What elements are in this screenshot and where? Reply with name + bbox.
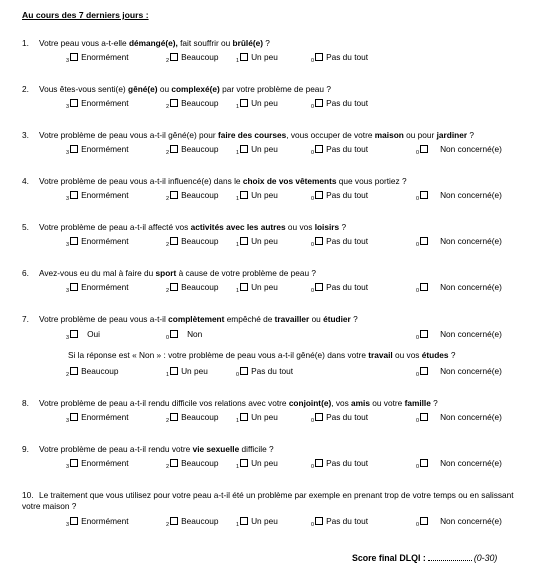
question-3: 3. Votre problème de peau vous a-t-il gêné(e) pour faire des courses, vous occuper de votre maison ou pour jardiner ? [22, 130, 474, 140]
checkbox-icon [70, 459, 78, 467]
option-un-peu[interactable]: $_1$ Un peu [236, 458, 278, 470]
option-enormement[interactable]: $_3$ Enormément [66, 282, 129, 294]
checkbox-icon [420, 517, 428, 525]
option-pas-du-tout[interactable]: $_0$ Pas du tout [311, 98, 369, 110]
question-2: 2. Vous êtes-vous senti(e) gêné(e) ou complexé(e) par votre problème de peau ? [22, 84, 331, 94]
option-un-peu[interactable]: $_1$ Un peu [236, 52, 278, 64]
checkbox-icon [170, 99, 178, 107]
checkbox-icon [70, 53, 78, 61]
option-enormement[interactable]: $_3$ Enormément [66, 412, 129, 424]
option-beaucoup[interactable]: $_2$ Beaucoup [166, 144, 219, 156]
checkbox-icon [240, 367, 248, 375]
checkbox-icon [70, 517, 78, 525]
question-8: 8. Votre problème de peau a-t-il rendu difficile vos relations avec votre conjoint(e), vos amis ou votre famille ? [22, 398, 438, 408]
option-non-concerne[interactable]: $_0$ Non concerné(e) [416, 458, 502, 470]
option-non-concerne[interactable]: $_0$ Non concerné(e) [416, 236, 502, 248]
score-final-blank[interactable] [428, 560, 472, 561]
option-beaucoup[interactable]: $_2$ Beaucoup [166, 282, 219, 294]
checkbox-icon [420, 237, 428, 245]
option-un-peu[interactable]: $_1$ Un peu [236, 516, 278, 528]
option-enormement[interactable]: $_3$ Enormément [66, 516, 129, 528]
option-beaucoup[interactable]: $_2$ Beaucoup [166, 190, 219, 202]
checkbox-icon [420, 330, 428, 338]
checkbox-icon [170, 517, 178, 525]
option-un-peu[interactable]: $_1$ Un peu [236, 190, 278, 202]
question-9: 9. Votre problème de peau a-t-il rendu votre vie sexuelle difficile ? [22, 444, 274, 454]
option-un-peu[interactable]: $_1$ Un peu [166, 366, 208, 378]
option-un-peu[interactable]: $_1$ Un peu [236, 144, 278, 156]
answer-row-5 [0, 236, 552, 247]
checkbox-icon [170, 283, 178, 291]
checkbox-icon [420, 283, 428, 291]
checkbox-icon [315, 283, 323, 291]
checkbox-icon [240, 99, 248, 107]
question-7: 7. Votre problème de peau vous a-t-il complètement empêché de travailler ou étudier ? [22, 314, 358, 324]
option-un-peu[interactable]: $_1$ Un peu [236, 412, 278, 424]
checkbox-icon [315, 99, 323, 107]
answer-row-1 [0, 52, 552, 63]
checkbox-icon [70, 191, 78, 199]
checkbox-icon [315, 517, 323, 525]
checkbox-icon [70, 99, 78, 107]
option-non-concerne[interactable]: $_0$ Non concerné(e) [416, 366, 502, 378]
checkbox-icon [315, 191, 323, 199]
checkbox-icon [240, 191, 248, 199]
checkbox-icon [70, 145, 78, 153]
option-beaucoup[interactable]: $_2$ Beaucoup [166, 412, 219, 424]
question-7-followup: Si la réponse est « Non » : votre problème de peau vous a-t-il gêné(e) dans votre travail ou vos études ? [68, 350, 456, 360]
answer-row-7b [0, 366, 552, 377]
option-beaucoup[interactable]: $_2$ Beaucoup [66, 366, 119, 378]
checkbox-icon [315, 145, 323, 153]
question-10: 10. Le traitement que vous utilisez pour votre peau a-t-il été un problème par exemple en prenant trop de votre temps ou en salissant votre maison ? [22, 490, 514, 511]
option-beaucoup[interactable]: $_2$ Beaucoup [166, 236, 219, 248]
checkbox-icon [240, 517, 248, 525]
checkbox-icon [315, 459, 323, 467]
question-1: 1. Votre peau vous a-t-elle démangé(e), fait souffrir ou brûlé(e) ? [22, 38, 270, 48]
option-enormement[interactable]: $_3$ Enormément [66, 190, 129, 202]
answer-row-4 [0, 190, 552, 201]
answer-row-6 [0, 282, 552, 293]
option-non-concerne[interactable]: $_0$ Non concerné(e) [416, 412, 502, 424]
option-un-peu[interactable]: $_1$ Un peu [236, 282, 278, 294]
option-beaucoup[interactable]: $_2$ Beaucoup [166, 98, 219, 110]
checkbox-icon [240, 53, 248, 61]
option-pas-du-tout[interactable]: $_0$ Pas du tout [311, 144, 369, 156]
checkbox-icon [170, 237, 178, 245]
checkbox-icon [420, 191, 428, 199]
option-non-concerne[interactable]: $_0$ Non concerné(e) [416, 144, 502, 156]
option-enormement[interactable]: $_3$ Enormément [66, 458, 129, 470]
questionnaire-heading: Au cours des 7 derniers jours : [22, 10, 149, 20]
checkbox-icon [170, 413, 178, 421]
checkbox-icon [70, 283, 78, 291]
option-enormement[interactable]: $_3$ Enormément [66, 98, 129, 110]
option-un-peu[interactable]: $_1$ Un peu [236, 236, 278, 248]
option-enormement[interactable]: $_3$ Enormément [66, 52, 129, 64]
option-pas-du-tout[interactable]: $_0$ Pas du tout [311, 52, 369, 64]
option-non-concerne[interactable]: $_0$ Non concerné(e) [416, 516, 502, 528]
checkbox-icon [170, 330, 178, 338]
question-5: 5. Votre problème de peau a-t-il affecté vos activités avec les autres ou vos loisirs ? [22, 222, 347, 232]
checkbox-icon [170, 191, 178, 199]
option-non-concerne[interactable]: $_0$ Non concerné(e) [416, 282, 502, 294]
score-final [352, 553, 497, 563]
question-4: 4. Votre problème de peau vous a-t-il influencé(e) dans le choix de vos vêtements que vous portiez ? [22, 176, 407, 186]
checkbox-icon [240, 459, 248, 467]
checkbox-icon [315, 237, 323, 245]
option-enormement[interactable]: $_3$ Enormément [66, 236, 129, 248]
checkbox-icon [70, 367, 78, 375]
option-pas-du-tout[interactable]: $_0$ Pas du tout [311, 282, 369, 294]
checkbox-icon [170, 53, 178, 61]
answer-row-8 [0, 412, 552, 423]
option-pas-du-tout[interactable]: $_0$ Pas du tout [311, 236, 369, 248]
option-pas-du-tout[interactable]: $_0$ Pas du tout [236, 366, 294, 378]
option-pas-du-tout[interactable]: $_0$ Pas du tout [311, 516, 369, 528]
option-pas-du-tout[interactable]: $_0$ Pas du tout [311, 412, 369, 424]
answer-row-9 [0, 458, 552, 469]
option-beaucoup[interactable]: $_2$ Beaucoup [166, 516, 219, 528]
option-beaucoup[interactable]: $_2$ Beaucoup [166, 458, 219, 470]
checkbox-icon [170, 145, 178, 153]
option-pas-du-tout[interactable]: $_0$ Pas du tout [311, 190, 369, 202]
checkbox-icon [170, 367, 178, 375]
checkbox-icon [315, 53, 323, 61]
checkbox-icon [170, 459, 178, 467]
score-final-range: (0-30) [473, 553, 498, 563]
checkbox-icon [70, 237, 78, 245]
option-pas-du-tout[interactable]: $_0$ Pas du tout [311, 458, 369, 470]
score-final-label: Score final DLQI : [352, 553, 426, 563]
checkbox-icon [420, 459, 428, 467]
answer-row-10 [0, 516, 552, 527]
option-beaucoup[interactable]: $_2$ Beaucoup [166, 52, 219, 64]
checkbox-icon [240, 283, 248, 291]
checkbox-icon [240, 237, 248, 245]
answer-row-3 [0, 144, 552, 155]
checkbox-icon [70, 413, 78, 421]
checkbox-icon [70, 330, 78, 338]
checkbox-icon [315, 413, 323, 421]
option-oui[interactable]: $_3$ Oui [66, 329, 100, 341]
checkbox-icon [420, 367, 428, 375]
question-6: 6. Avez-vous eu du mal à faire du sport à cause de votre problème de peau ? [22, 268, 317, 278]
checkbox-icon [420, 413, 428, 421]
answer-row-7 [0, 329, 552, 340]
checkbox-icon [240, 413, 248, 421]
option-non[interactable]: $_0$ Non [166, 329, 203, 341]
checkbox-icon [240, 145, 248, 153]
option-non-concerne[interactable]: $_0$ Non concerné(e) [416, 329, 502, 341]
option-enormement[interactable]: $_3$ Enormément [66, 144, 129, 156]
checkbox-icon [420, 145, 428, 153]
option-non-concerne[interactable]: $_0$ Non concerné(e) [416, 190, 502, 202]
answer-row-2 [0, 98, 552, 109]
option-un-peu[interactable]: $_1$ Un peu [236, 98, 278, 110]
